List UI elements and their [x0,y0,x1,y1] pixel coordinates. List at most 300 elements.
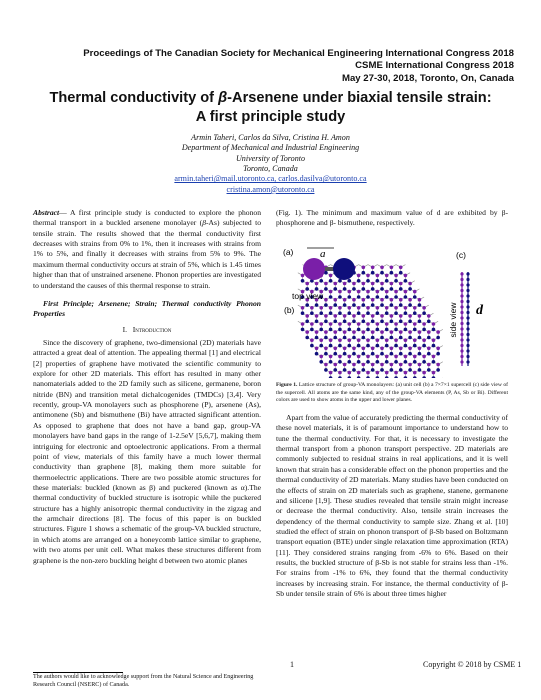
lower-plane-atom [404,311,408,315]
author-emails-line-2[interactable]: cristina.amon@utoronto.ca [226,184,315,194]
upper-plane-atom [404,322,408,326]
paper-title [0,89,541,128]
upper-plane-atom [394,290,398,294]
upper-plane-atom [352,363,356,367]
upper-plane-atom [324,314,328,318]
upper-plane-atom [366,274,370,278]
lower-plane-atom [422,376,426,378]
upper-plane-atom [357,274,361,278]
side-view-atom [460,327,463,330]
upper-plane-atom [390,363,394,367]
upper-plane-atom [357,322,361,326]
lower-plane-atom [329,279,333,283]
upper-plane-atom [371,347,375,351]
upper-plane-atom [362,363,366,367]
lower-plane-atom [301,311,305,315]
upper-plane-atom [352,298,356,302]
lower-plane-atom [324,287,328,291]
lower-plane-atom [371,352,375,356]
upper-plane-atom [319,306,323,310]
upper-plane-atom [315,314,319,318]
side-view-atom [460,289,463,292]
side-view-atom [466,360,469,363]
lower-plane-atom [399,352,403,356]
lower-plane-atom [432,328,436,332]
lower-plane-atom [385,360,389,364]
upper-plane-atom [338,338,342,342]
upper-plane-atom [329,355,333,359]
lower-plane-atom [413,328,417,332]
side-view-atom [460,349,463,352]
lower-plane-atom [324,320,328,324]
lower-plane-atom [432,344,436,348]
right-column-body [276,413,508,599]
upper-plane-atom [366,355,370,359]
lower-plane-atom [343,368,347,372]
lower-plane-atom [338,311,342,315]
lower-plane-atom [408,352,412,356]
upper-plane-atom [338,306,342,310]
upper-plane-atom [408,363,412,367]
lower-plane-atom [408,368,412,372]
lower-plane-atom [319,344,323,348]
upper-plane-atom [347,355,351,359]
lower-plane-atom [390,352,394,356]
upper-plane-atom [390,282,394,286]
upper-plane-atom [404,371,408,375]
upper-plane-atom [432,322,436,326]
side-view-atom [460,272,463,275]
upper-plane-atom [376,322,380,326]
upper-plane-atom [436,330,440,334]
upper-plane-atom [315,330,319,334]
university: University of Toronto [235,153,306,163]
lower-plane-atom [357,328,361,332]
upper-plane-atom [376,290,380,294]
upper-plane-atom [385,306,389,310]
upper-plane-atom [390,330,394,334]
upper-plane-atom [404,355,408,359]
lower-plane-atom [333,368,337,372]
upper-plane-atom [394,322,398,326]
lower-plane-atom [390,368,394,372]
lower-plane-atom [380,320,384,324]
lower-plane-atom [329,328,333,332]
upper-plane-atom [418,314,422,318]
lower-plane-atom [394,311,398,315]
upper-plane-atom [319,355,323,359]
upper-plane-atom [343,314,347,318]
upper-plane-atom [301,322,305,326]
buckling-height-d-label: d [476,303,483,318]
lower-plane-atom [324,352,328,356]
lower-plane-atom [362,336,366,340]
lower-plane-atom [301,328,305,332]
side-view-atom [460,333,463,336]
lower-plane-atom [427,368,431,372]
upper-plane-atom [404,338,408,342]
lower-plane-atom [352,287,356,291]
lower-plane-atom [404,295,408,299]
upper-plane-atom [371,266,375,270]
lower-plane-atom [347,328,351,332]
lower-plane-atom [310,344,314,348]
upper-plane-atom [371,314,375,318]
upper-plane-atom [385,274,389,278]
top-view-label: top view [292,291,324,301]
upper-plane-atom [413,371,417,375]
lower-plane-atom [394,279,398,283]
upper-plane-atom [329,290,333,294]
lower-plane-atom [305,336,309,340]
side-view-atom [460,360,463,363]
upper-plane-atom [380,363,384,367]
upper-plane-atom [376,274,380,278]
upper-plane-atom [413,290,417,294]
author-block [0,133,541,195]
side-view-atom [466,322,469,325]
upper-plane-atom [305,314,309,318]
side-view-atom [460,294,463,297]
upper-plane-atom [333,347,337,351]
upper-plane-atom [422,371,426,375]
side-view-atom [466,289,469,292]
upper-plane-atom [366,371,370,375]
upper-plane-atom [418,330,422,334]
upper-plane-atom [362,282,366,286]
lower-plane-atom [408,287,412,291]
upper-plane-atom [315,347,319,351]
upper-plane-atom [347,338,351,342]
upper-plane-atom [343,298,347,302]
lower-plane-atom [418,336,422,340]
upper-plane-atom [371,330,375,334]
side-view-atom [460,278,463,281]
lower-plane-atom [408,320,412,324]
upper-plane-atom [399,347,403,351]
upper-plane-atom [385,290,389,294]
side-view-atom [466,305,469,308]
lower-plane-atom [352,320,356,324]
upper-plane-atom [338,355,342,359]
lower-plane-atom [343,352,347,356]
side-view-atom [460,344,463,347]
lower-plane-atom [362,320,366,324]
lower-plane-atom [333,303,337,307]
upper-plane-atom [376,371,380,375]
upper-plane-atom [366,338,370,342]
lower-plane-atom [357,376,361,378]
upper-plane-atom [366,322,370,326]
side-view-atom [460,311,463,314]
lower-plane-atom [366,311,370,315]
right-body-text: Apart from the value of accurately predicting the thermal conductivity of these novel materials, it is of paramount importance to understand how to tune the thermal conductivity. For that, it is necessary to investigate the thermal transport from a phonon transport perspective. 2D materials are commonly subjected to residual strains in real applications, and it is well known that strain has a considerable effect on the phonon properties and the thermal conductivity of 2D materials. Many studies have been conducted on the effects of strain on 2D materials such as graphene, stanene, germanene and silicene [1,9]. These studies revealed that tensile strain might increase or decrease the thermal conductivity. Also, tensile strain increases the dependency of the thermal conductivity to sample size. Zhang et al. [10] studied the effect of strain on phonon transport of β-Sb based on Boltzmann transport equation (BTE) under single relaxation time approximation (RTA) [11]. They considered strains ranging from -6% to 6%. Based on their results, the buckled structure of β-Sb is not stable for strains less than -1%. For strains from -1% to 6%, they found that the thermal conductivity increases by increasing strain. For instance, the thermal conductivity of β-Sb under tensile strain of 6% is about three times higher [276,413,508,599]
lower-plane-atom [347,295,351,299]
lower-plane-atom [366,328,370,332]
lower-plane-atom [329,376,333,378]
proceedings-header [83,48,514,85]
upper-plane-atom [385,338,389,342]
upper-plane-atom [399,266,403,270]
footnote-rule [33,672,123,673]
upper-plane-atom [305,330,309,334]
lower-plane-atom [338,328,342,332]
upper-plane-atom [362,314,366,318]
lower-plane-atom [352,352,356,356]
upper-plane-atom [343,330,347,334]
upper-plane-atom [413,322,417,326]
upper-plane-atom [385,371,389,375]
upper-plane-atom [408,330,412,334]
upper-plane-atom [338,290,342,294]
lower-plane-atom [394,360,398,364]
lower-plane-atom [432,376,436,378]
lower-plane-atom [343,336,347,340]
lower-plane-atom [436,336,440,340]
section-heading-introduction: I. Introduction [122,324,172,334]
lower-plane-atom [399,287,403,291]
upper-plane-atom [324,298,328,302]
upper-plane-atom [324,347,328,351]
upper-plane-atom [427,330,431,334]
a-label: a [320,248,326,260]
upper-plane-atom [427,347,431,351]
figure-1-lattice [280,240,512,378]
side-view-atom [460,283,463,286]
upper-plane-atom [408,347,412,351]
lower-plane-atom [380,303,384,307]
title-line-1: Thermal conductivity of β-Arsenene under biaxial tensile strain: [49,90,492,106]
upper-plane-atom [422,338,426,342]
upper-plane-atom [436,347,440,351]
side-view-atom [460,322,463,325]
lower-plane-atom [427,336,431,340]
lower-plane-atom [366,376,370,378]
side-view-atom [466,311,469,314]
upper-plane-atom [418,363,422,367]
lower-plane-atom [418,303,422,307]
lower-plane-atom [315,336,319,340]
lower-plane-atom [422,360,426,364]
introduction-text: Since the discovery of graphene, two-dimensional (2D) materials have attracted a great deal of attention. The appealing thermal [1] and electrical [2] properties of graphene have motivated the scientific community to explore for other 2D materials. This effort has resulted in many other nanomaterials added to the 2D family such as silicene, germanene, boron nitride (BN) and transition metal dichalcogenides (TMDCs) [3,4]. Very recently, group-VA monolayers such as phosphorene (P), arsenene (As), antimonene (Sb) and bismuthene (Bi) have attracted significant attention. As opposed to graphene that does not have a band gap, group-VA monolayers have band gaps in the range of 1-2.5eV [5,6,7], making them intriguing for electronic and optoelectronic applications. From a thermal point of view, materials of this family have a much lower thermal conductivity than graphene [8], making them more suitable for thermoelectric applications. There are two possible atomic structures for these materials: buckled (known as β) and puckered (known as α).The thermal conductivity of buckled structure is isotropic while the puckered structure has a highly anisotropic thermal conductivity in the zigzag and the armchair directions [8]. The focus of this paper is on buckled structures. Figure 1 shows a schematic of the group-VA buckled structure, in which atoms are arranged on a honeycomb lattice similar to graphene, with two atoms per unit cell. What makes these structures different from graphene is the non-zero buckling height d between two atomic planes [33,337,261,565]
lower-plane-atom [324,303,328,307]
upper-plane-atom [394,371,398,375]
lower-plane-atom [362,352,366,356]
header-line-3: May 27-30, 2018, Toronto, On, Canada [341,72,514,84]
lower-plane-atom [394,328,398,332]
panel-c-label: (c) [456,250,466,260]
lower-plane-atom [385,328,389,332]
upper-plane-atom [329,274,333,278]
lower-plane-atom [324,368,328,372]
upper-plane-atom [404,274,408,278]
lower-plane-atom [362,271,366,275]
author-emails-line-1[interactable]: armin.taheri@mail.utoronto.ca, carlos.dasilva@utoronto.ca [174,174,367,184]
upper-plane-atom [390,314,394,318]
lower-plane-atom [324,336,328,340]
upper-plane-atom [366,290,370,294]
upper-plane-atom [390,347,394,351]
upper-plane-atom [408,298,412,302]
lower-plane-atom [399,303,403,307]
lower-plane-atom [319,311,323,315]
author-names: Armin Taheri, Carlos da Silva, Cristina H. Amon [191,133,350,142]
lower-plane-atom [329,311,333,315]
lower-plane-atom [333,336,337,340]
right-column-top: (Fig. 1). The minimum and maximum value of d are exhibited by β- phosphorene and β- bismuthene, respectively. [276,208,508,228]
lower-plane-atom [366,279,370,283]
lower-plane-atom [315,352,319,356]
lower-plane-atom [436,368,440,372]
upper-plane-atom [394,338,398,342]
upper-plane-atom [371,298,375,302]
header-line-1: Proceedings of The Canadian Society for Mechanical Engineering International Congress 2018 [83,48,514,59]
lower-plane-atom [301,279,305,283]
lower-plane-atom [319,360,323,364]
lower-plane-atom [376,344,380,348]
lower-plane-atom [333,352,337,356]
upper-plane-atom [380,330,384,334]
lower-plane-atom [385,295,389,299]
lower-plane-atom [357,344,361,348]
upper-plane-atom [324,363,328,367]
lower-plane-atom [394,295,398,299]
lower-plane-atom [380,368,384,372]
lower-plane-atom [362,368,366,372]
abstract: Abstract— A first principle study is conducted to explore the phonon thermal transport in a buckled arsenene monolayer (β-As) subjected to tensile strain. The results showed that the thermal conductivity first decreases with strains from 0% to 1%, then it increases with strains from 1% to 5%, and finally it decreases with strains from 5% to 9%. The maximum thermal conductivity occurs at strain of 5%, which is 1.45 times higher than that of unstrained arsenene. Phonon properties are investigated to understand the causes of this thermal response to strain. [33,208,261,290]
upper-plane-atom [301,274,305,278]
upper-plane-atom [394,355,398,359]
lower-plane-atom [343,287,347,291]
upper-plane-atom [347,322,351,326]
upper-plane-atom [413,355,417,359]
lower-plane-atom [418,368,422,372]
lower-plane-atom [404,376,408,378]
lower-plane-atom [376,376,380,378]
lower-plane-atom [347,376,351,378]
lower-plane-atom [362,303,366,307]
upper-plane-atom [362,266,366,270]
lower-plane-atom [371,368,375,372]
footnote: The authors would like to acknowledge support from the Natural Science and Engineering Research Council (NSERC) of Canada. [33,674,254,688]
upper-plane-atom [413,338,417,342]
upper-plane-atom [329,306,333,310]
upper-plane-atom [333,363,337,367]
lower-plane-atom [338,360,342,364]
upper-plane-atom [399,314,403,318]
upper-plane-atom [319,322,323,326]
lower-plane-atom [404,279,408,283]
lower-plane-atom [319,328,323,332]
lower-plane-atom [319,279,323,283]
lower-plane-atom [376,295,380,299]
side-view-atom [460,305,463,308]
upper-plane-atom [310,306,314,310]
lower-plane-atom [394,344,398,348]
lower-plane-atom [413,344,417,348]
side-view-atom [460,355,463,358]
figure-1-caption: Figure 1. Lattice structure of group-VA monolayers: (a) unit cell (b) a 7×7×1 supercell (c) side view of the supercell. All atoms are the same kind, any of the group-VA elements (P, As, Sb or Bi). Different colors are used to show atoms in the upper and lower planes. [276,382,508,404]
upper-plane-atom [380,314,384,318]
lower-plane-atom [432,360,436,364]
lower-plane-atom [376,279,380,283]
lower-plane-atom [357,360,361,364]
upper-plane-atom [422,355,426,359]
lower-plane-atom [408,336,412,340]
upper-plane-atom [376,306,380,310]
lower-plane-atom [422,311,426,315]
lower-plane-atom [436,352,440,356]
upper-plane-atom [357,338,361,342]
lower-plane-atom [385,311,389,315]
lower-plane-atom [380,352,384,356]
page-number: 1 [290,660,294,669]
upper-plane-atom [380,282,384,286]
lower-plane-atom [352,336,356,340]
upper-plane-atom [432,371,436,375]
upper-plane-atom [310,322,314,326]
lower-plane-atom [399,336,403,340]
upper-plane-atom [347,371,351,375]
lower-plane-atom [315,320,319,324]
lower-plane-atom [347,360,351,364]
side-view-atom [460,300,463,303]
lower-plane-atom [315,303,319,307]
lower-plane-atom [380,336,384,340]
lower-plane-atom [413,376,417,378]
upper-plane-atom [427,314,431,318]
lower-plane-atom [399,368,403,372]
side-view-atom [460,316,463,319]
lower-plane-atom [390,287,394,291]
upper-plane-atom [390,298,394,302]
upper-plane-atom [329,371,333,375]
side-view-atom [466,316,469,319]
lower-plane-atom [413,360,417,364]
keywords: First Principle; Arsenene; Strain; Thermal conductivity Phonon Properties [33,298,261,319]
upper-plane-atom [338,371,342,375]
side-view-atom [466,300,469,303]
lower-plane-atom [427,352,431,356]
upper-plane-atom [413,306,417,310]
lower-plane-atom [357,295,361,299]
upper-plane-atom [408,282,412,286]
lower-plane-atom [310,311,314,315]
left-column [33,208,261,566]
upper-plane-atom [310,338,314,342]
side-view-atom [460,338,463,341]
upper-plane-atom [352,314,356,318]
upper-plane-atom [418,298,422,302]
upper-plane-atom [422,306,426,310]
header-line-2: CSME International Congress 2018 [355,60,514,72]
city: Toronto, Canada [243,164,298,174]
upper-plane-atom [399,330,403,334]
upper-plane-atom [357,306,361,310]
lower-plane-atom [333,320,337,324]
upper-plane-atom [432,338,436,342]
side-view-atom [466,272,469,275]
upper-plane-atom [333,282,337,286]
lower-plane-atom [329,344,333,348]
side-view-atom [466,338,469,341]
upper-plane-atom [347,290,351,294]
lower-plane-atom [413,311,417,315]
upper-plane-atom [362,347,366,351]
lower-plane-atom [366,295,370,299]
upper-plane-atom [408,314,412,318]
upper-plane-atom [376,355,380,359]
